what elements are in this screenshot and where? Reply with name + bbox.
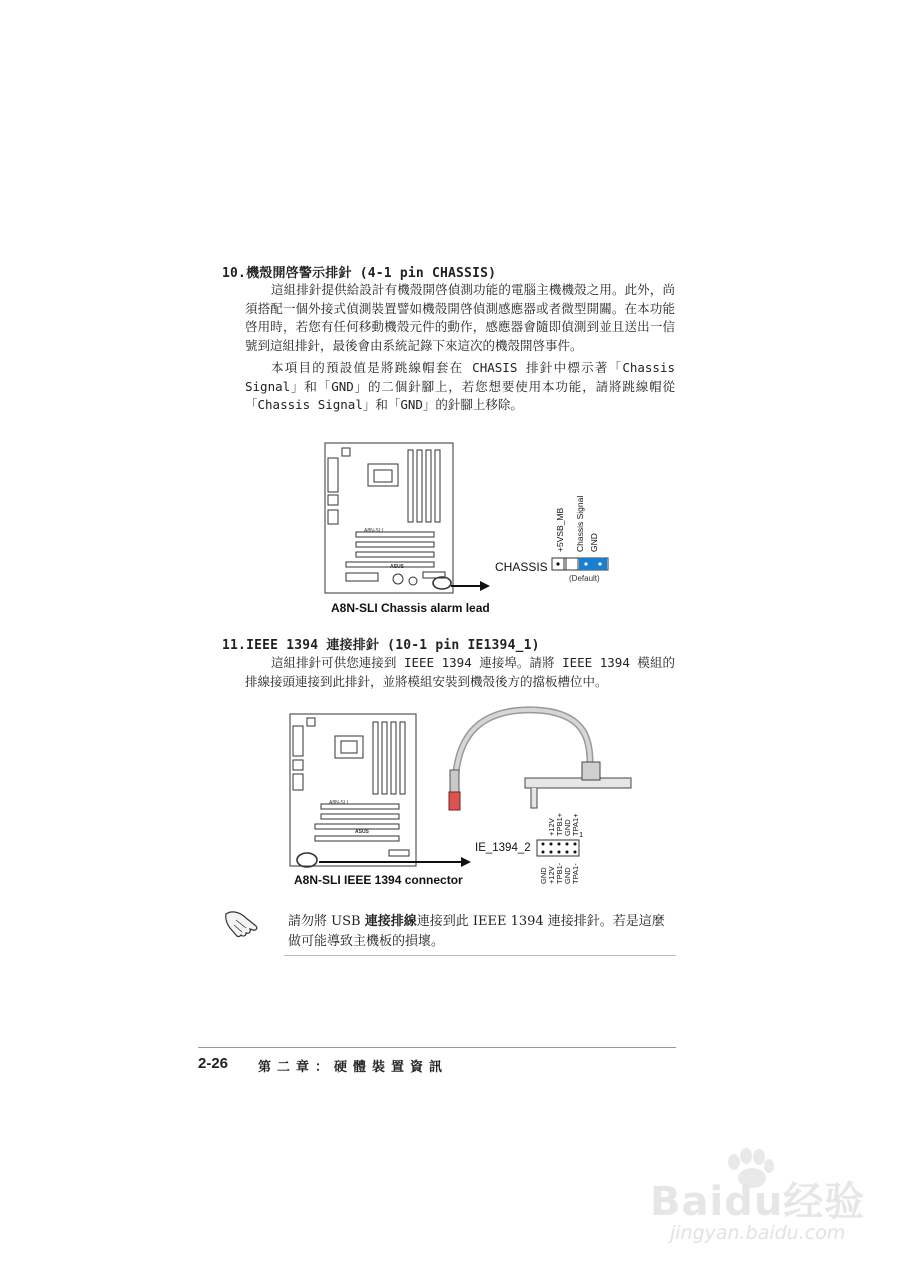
ieee-connector-label: IE_1394_2 <box>475 842 531 854</box>
brand-label: ASUS <box>355 829 369 835</box>
default-label: (Default) <box>569 574 600 583</box>
top-pin-12v: +12V <box>547 818 556 836</box>
section-10-title: 10.機殼開啓警示排針 (4-1 pin CHASSIS) <box>222 266 497 281</box>
motherboard-outline <box>290 714 416 866</box>
section-11-paragraph: 這組排針可供您連接到 IEEE 1394 連接埠。請將 IEEE 1394 模組的排線接頭連接到此排針，並將模組安裝到機殼後方的擋板槽位中。 <box>245 655 675 689</box>
top-pin-tpa1plus: TPA1+ <box>571 813 580 836</box>
motherboard-outline <box>325 443 453 593</box>
watermark-brand: Baidu经验 <box>650 1179 866 1225</box>
bottom-pin-gnd-2: GND <box>563 867 572 884</box>
note-bold: 連接排線 <box>364 914 417 929</box>
note-after: 連接到此 IEEE 1394 連接排針。若是這麼做可能導致主機板的損壞。 <box>288 914 665 949</box>
note-before: 請勿將 USB <box>288 914 365 929</box>
chapter-title: 第二章：硬體裝置資訊 <box>258 1060 449 1075</box>
chassis-figure-caption: A8N-SLI Chassis alarm lead <box>331 601 490 615</box>
jumper-cap <box>579 558 607 570</box>
board-label: A8N-SLI <box>364 528 383 534</box>
pin-one-label: 1 <box>579 830 584 839</box>
ieee1394-figure-caption: A8N-SLI IEEE 1394 connector <box>294 873 463 887</box>
hand-pointer-icon <box>222 906 262 940</box>
brand-label: ASUS <box>390 564 404 570</box>
chassis-connector-label: CHASSIS <box>495 560 548 574</box>
top-pin-gnd: GND <box>563 819 572 836</box>
note-divider <box>284 955 676 956</box>
section-11-body <box>245 654 675 695</box>
ieee1394-figure <box>285 700 645 890</box>
section-10-paragraph-2: 本項目的預設值是將跳線帽套在 CHASIS 排針中標示著「Chassis Signal」和「GND」的二個針腳上，若您想要使用本功能，請將跳線帽從「Chassis Signal」和「GND」的針腳上移除。 <box>245 360 675 412</box>
bottom-pin-tpb1minus: TPB1- <box>555 862 564 884</box>
arrow-icon <box>461 857 471 867</box>
watermark-url: jingyan.baidu.com <box>670 1222 846 1244</box>
pin-5vsb: +5VSB_MB <box>555 507 565 552</box>
section-10-paragraph-1: 這組排針提供給設計有機殼開啓偵測功能的電腦主機機殼之用。此外，尚須搭配一個外接式偵測裝置譬如機殼開啓偵測感應器或者微型開關。在本功能啓用時，若您有任何移動機殼元件的動作，感應器會隨即偵測到並且送出一信號到這組排針，最後會由系統記錄下來這次的機殼開啓事件。 <box>245 282 675 353</box>
bottom-pin-tpa1minus: TPA1- <box>571 863 580 884</box>
top-pin-tpb1plus: TPB1+ <box>555 812 564 836</box>
section-10-body <box>245 281 675 419</box>
footer-divider <box>198 1047 676 1048</box>
board-label: A8N-SLI <box>329 800 348 806</box>
chassis-figure <box>320 440 620 600</box>
bottom-pin-12v: +12V <box>547 866 556 884</box>
arrow-icon <box>480 581 490 591</box>
section-11-title: 11.IEEE 1394 連接排針 (10-1 pin IE1394_1) <box>222 638 540 653</box>
bottom-pin-gnd: GND <box>539 867 548 884</box>
note-text <box>288 912 676 952</box>
page-number: 2-26 <box>198 1055 229 1072</box>
pin-chassis-signal: Chassis Signal <box>575 495 585 552</box>
pin-gnd: GND <box>589 533 599 552</box>
